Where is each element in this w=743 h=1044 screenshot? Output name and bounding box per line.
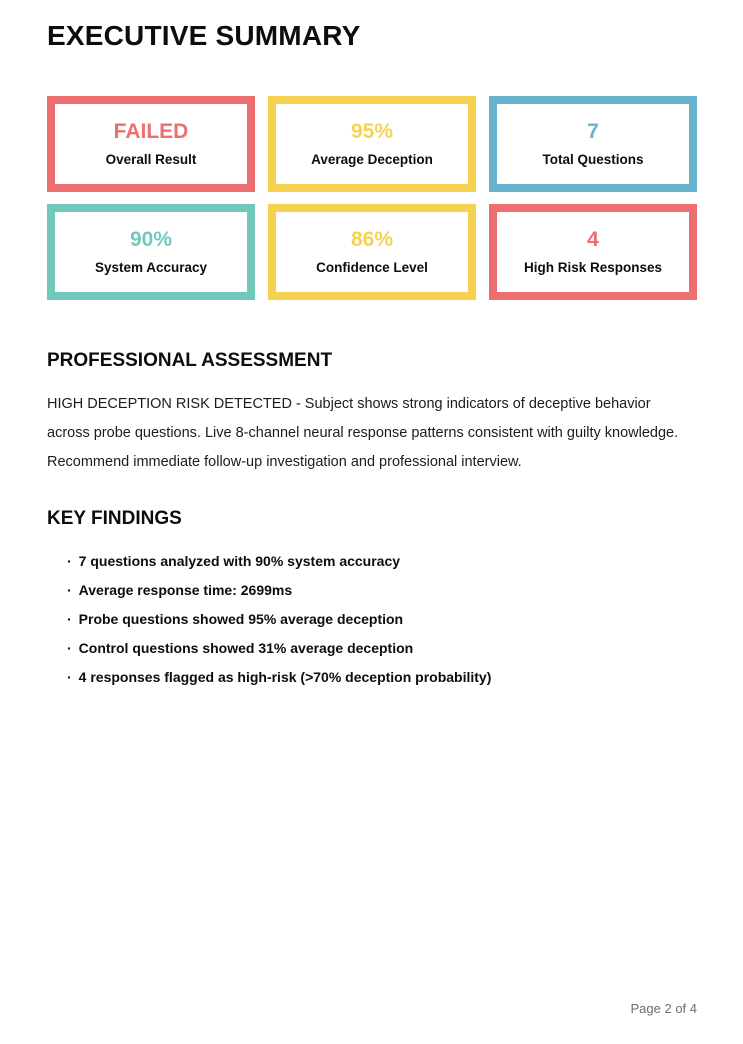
- stat-value: 7: [587, 120, 599, 144]
- finding-text: 4 responses flagged as high-risk (>70% deception probability): [78, 669, 492, 685]
- page-number: Page 2 of 4: [630, 1001, 697, 1016]
- findings-list: [47, 554, 697, 684]
- stat-label: Overall Result: [105, 152, 197, 168]
- finding-item: [67, 583, 697, 597]
- finding-item: [67, 670, 697, 684]
- stat-label: System Accuracy: [94, 260, 208, 276]
- assessment-heading: PROFESSIONAL ASSESSMENT: [47, 350, 333, 371]
- stat-value: 90%: [129, 228, 173, 252]
- finding-text: Control questions showed 31% average deception: [78, 640, 414, 656]
- stat-card-average-deception: [268, 96, 476, 192]
- finding-item: [67, 612, 697, 626]
- stat-card-total-questions: [489, 96, 697, 192]
- stat-label: Average Deception: [311, 152, 433, 168]
- stat-value: FAILED: [113, 120, 189, 144]
- professional-assessment-section: [47, 350, 697, 477]
- bullet-glyph: ·: [67, 553, 72, 569]
- key-findings-section: [47, 508, 697, 684]
- page-title: EXECUTIVE SUMMARY: [47, 20, 361, 51]
- bullet-glyph: ·: [67, 611, 72, 627]
- stat-card-grid: [47, 96, 697, 300]
- finding-text: Probe questions showed 95% average deception: [78, 611, 404, 627]
- bullet-glyph: ·: [67, 640, 72, 656]
- bullet-glyph: ·: [67, 669, 72, 685]
- bullet-glyph: ·: [67, 582, 72, 598]
- stat-label: Confidence Level: [316, 260, 428, 276]
- finding-text: Average response time: 2699ms: [78, 582, 293, 598]
- stat-card-system-accuracy: [47, 204, 255, 300]
- stat-value: 95%: [350, 120, 394, 144]
- assessment-body: HIGH DECEPTION RISK DETECTED - Subject shows strong indicators of deceptive behavior across probe questions. Live 8-channel neural response patterns consistent with guilty knowledge. Recommend immediate follow-up investigation and professional interview.: [47, 396, 679, 470]
- stat-value: 86%: [350, 228, 394, 252]
- stat-label: High Risk Responses: [523, 260, 663, 276]
- finding-item: [67, 641, 697, 655]
- stat-card-confidence-level: [268, 204, 476, 300]
- finding-text: 7 questions analyzed with 90% system accuracy: [78, 553, 401, 569]
- finding-item: [67, 554, 697, 568]
- stat-card-high-risk-responses: [489, 204, 697, 300]
- findings-heading: KEY FINDINGS: [47, 508, 182, 529]
- stat-card-overall-result: [47, 96, 255, 192]
- stat-value: 4: [587, 228, 599, 252]
- stat-label: Total Questions: [542, 152, 644, 168]
